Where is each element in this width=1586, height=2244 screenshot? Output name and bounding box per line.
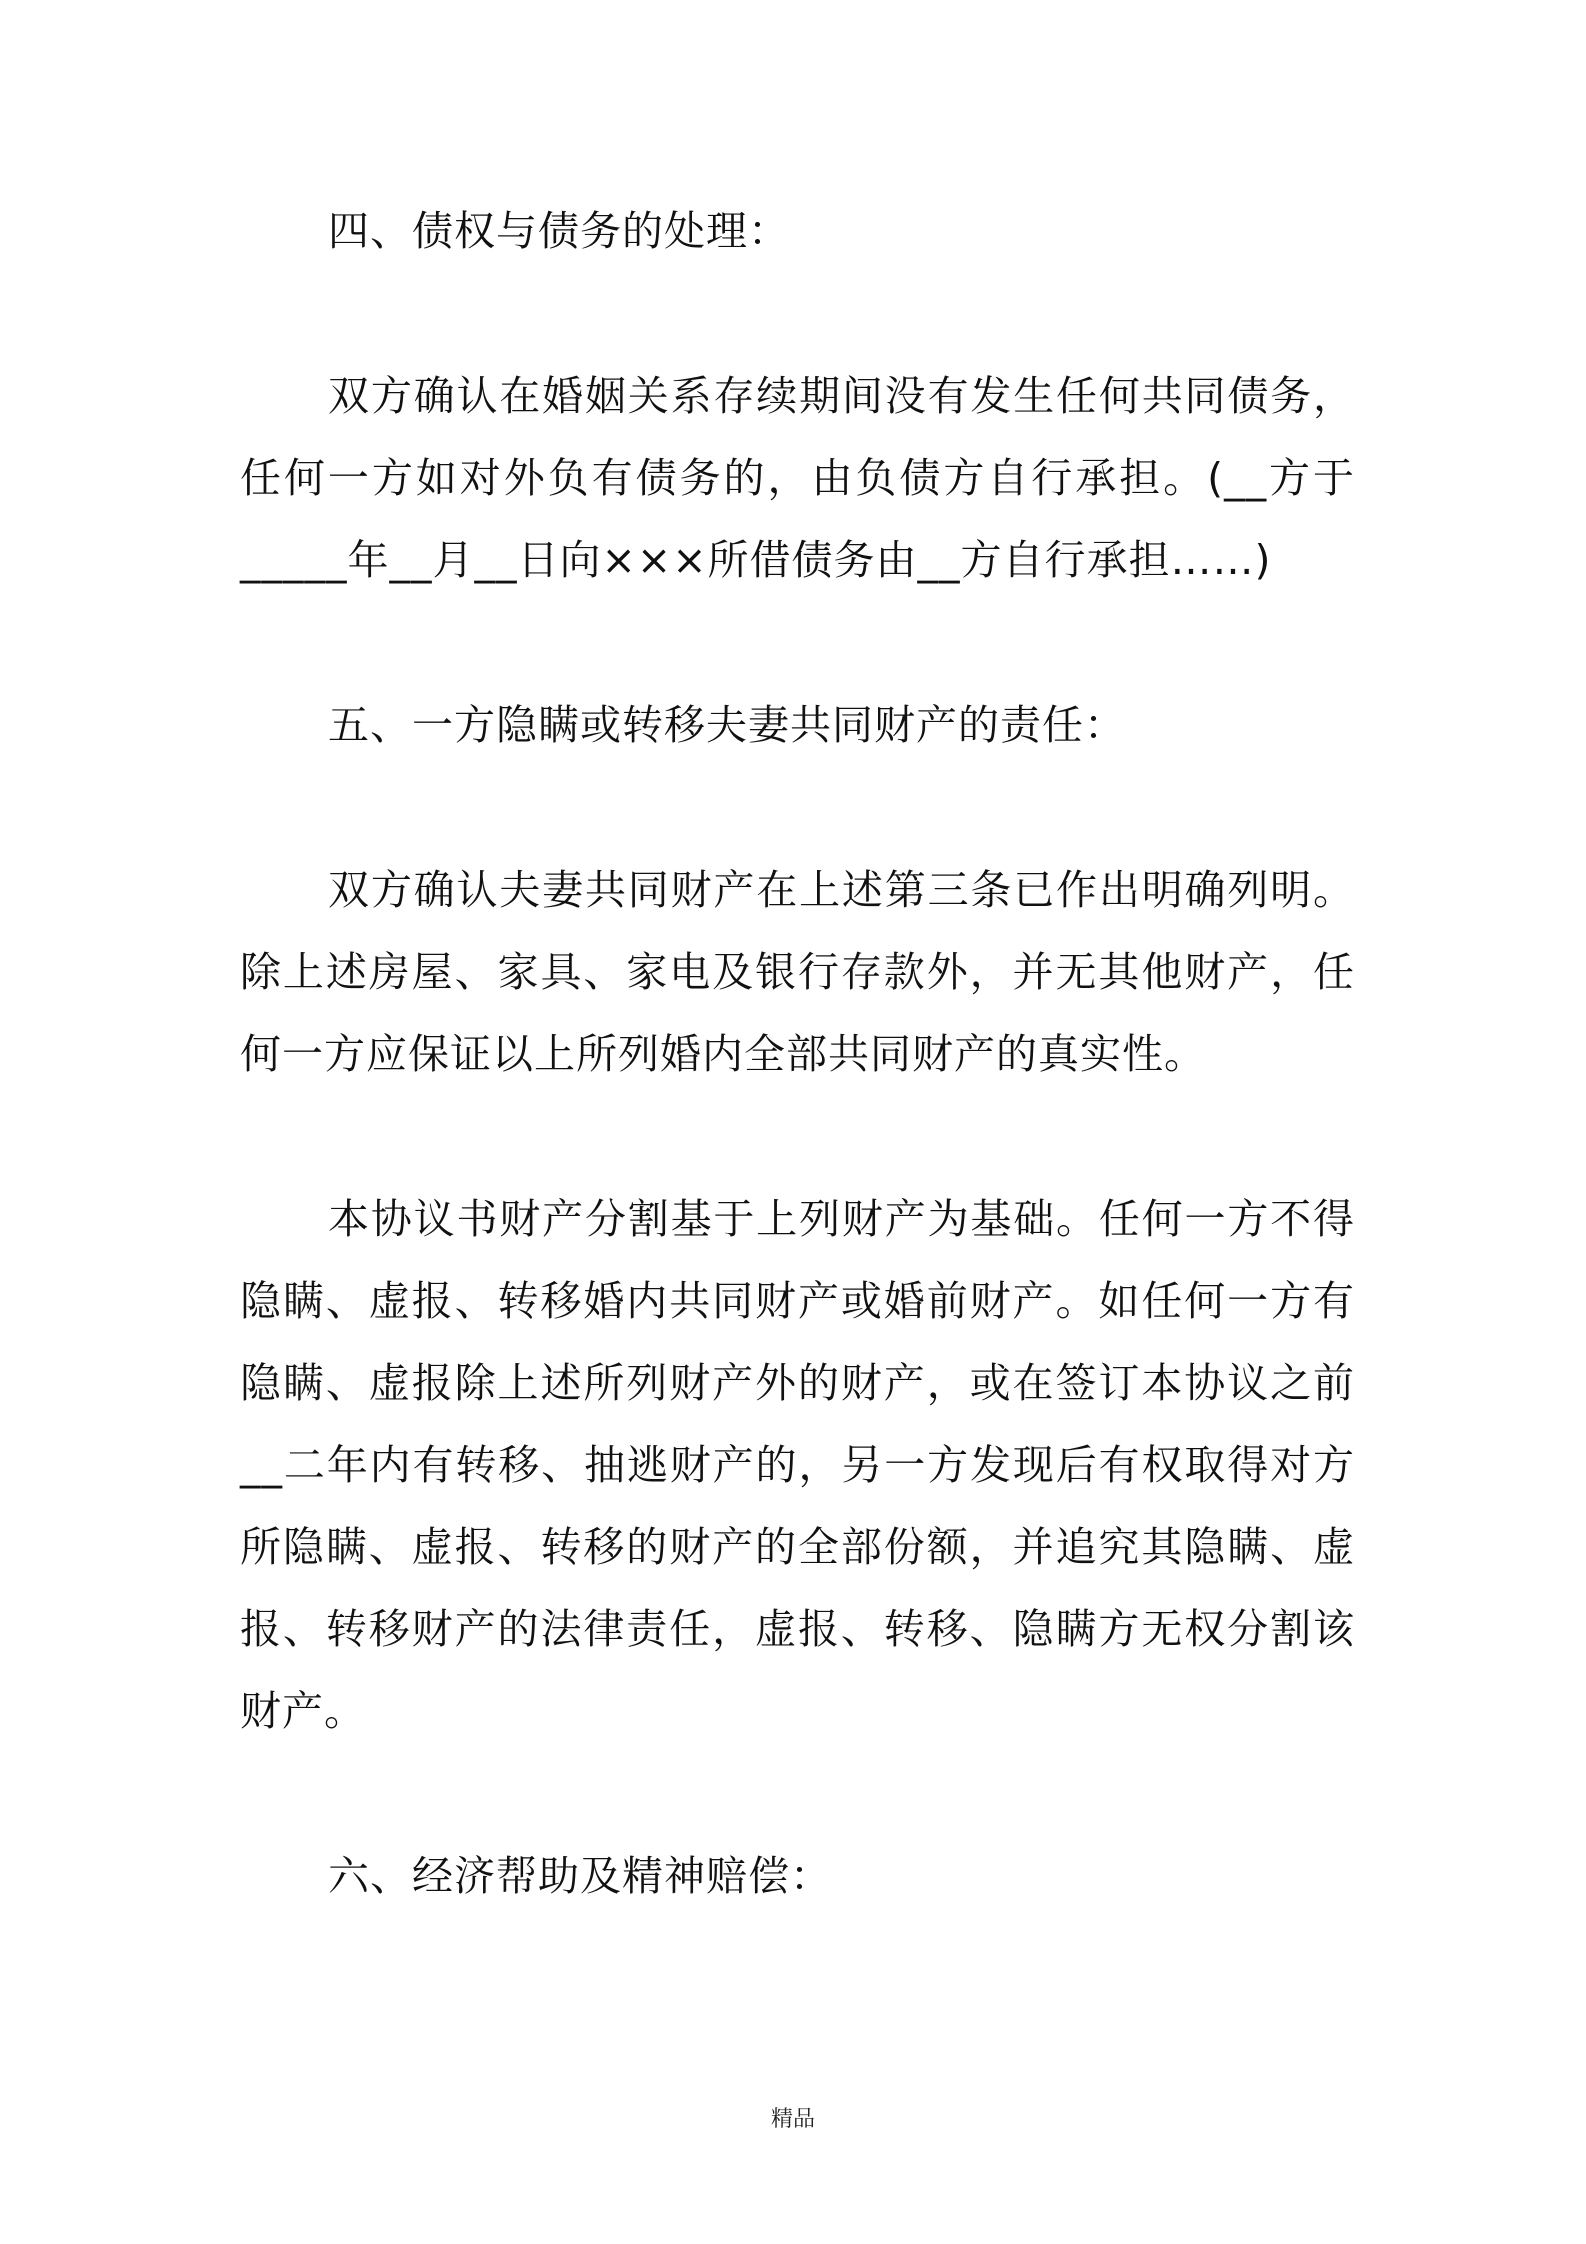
spacer — [240, 1095, 1355, 1178]
section-heading-concealment: 五、一方隐瞒或转移夫妻共同财产的责任： — [328, 701, 1126, 749]
spacer — [240, 1752, 1355, 1835]
spacer — [240, 766, 1355, 849]
document-body — [240, 190, 1355, 1917]
paragraph-property-confirmation: 双方确认夫妻共同财产在上述第三条已作出明确列明。除上述房屋、家具、家电及银行存款外，并无其他财产，任何一方应保证以上所列婚内全部共同财产的真实性。 — [240, 866, 1355, 1078]
spacer — [240, 272, 1355, 355]
paragraph-concealment-liability: 本协议书财产分割基于上列财产为基础。任何一方不得隐瞒、虚报、转移婚内共同财产或婚前财产。如任何一方有隐瞒、虚报除上述所列财产外的财产，或在签订本协议之前__二年内有转移、抽逃财产的，另一方发现后有权取得对方所隐瞒、虚报、转移的财产的全部份额，并追究其隐瞒、虚报、转移财产的法律责任，虚报、转移、隐瞒方无权分割该财产。 — [240, 1195, 1355, 1735]
section-heading-debts: 四、债权与债务的处理： — [328, 207, 790, 255]
spacer — [240, 601, 1355, 684]
section-heading-compensation: 六、经济帮助及精神赔偿： — [328, 1852, 832, 1900]
page-footer-label: 精品 — [770, 2107, 815, 2132]
paragraph-debts: 双方确认在婚姻关系存续期间没有发生任何共同债务，任何一方如对外负有债务的，由负债方自行承担。(__方于_____年__月__日向×××所借债务由__方自行承担……) — [240, 372, 1355, 584]
